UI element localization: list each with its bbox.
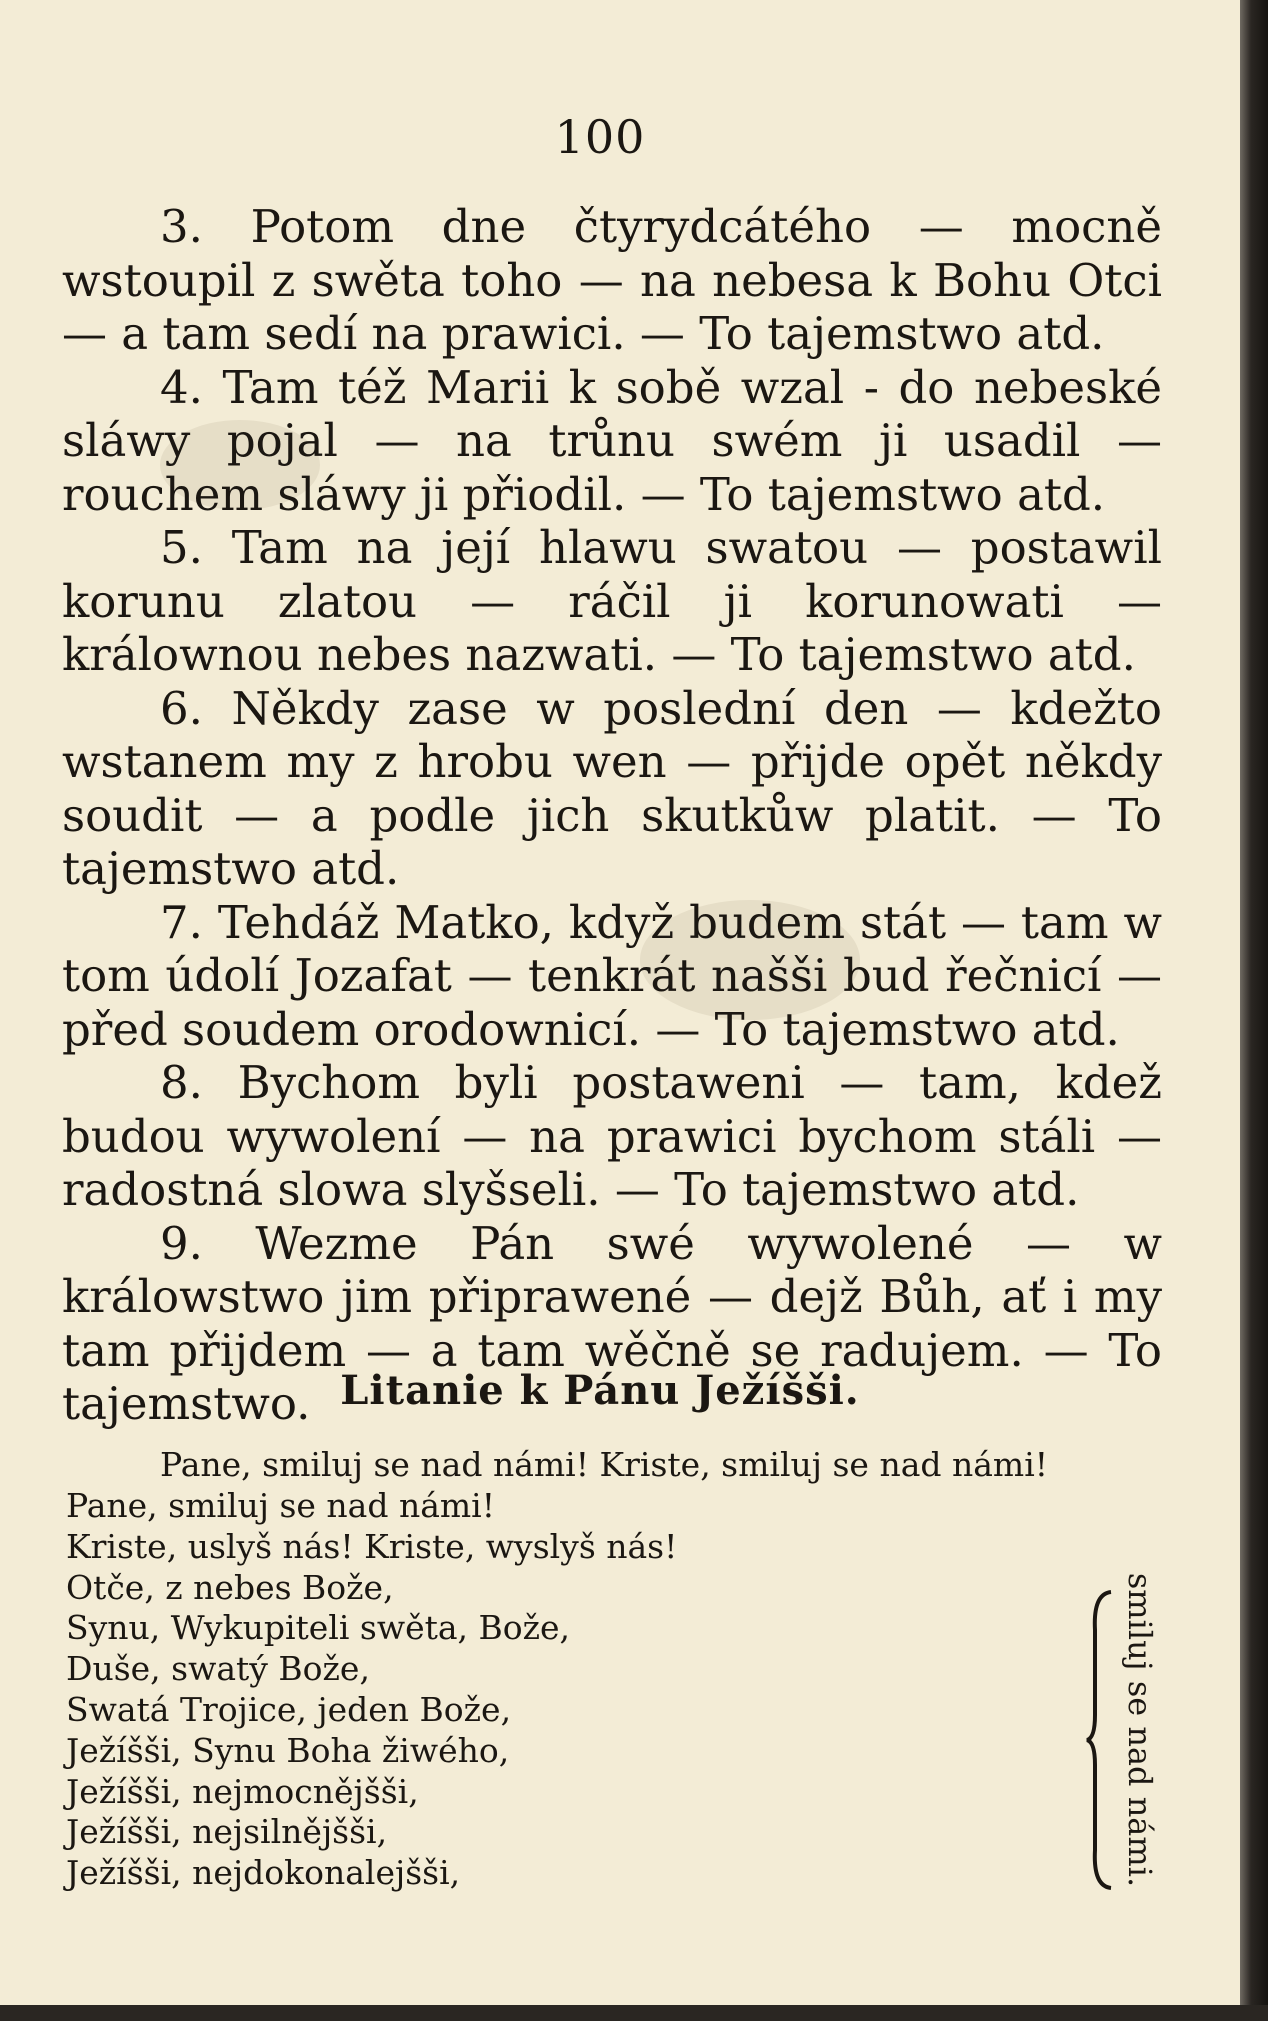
- litany-line: Ježíšši, Synu Boha žiwého,: [66, 1730, 510, 1770]
- verse-9: 9. Wezme Pán swé wywolené — w králowstwo jim připrawené — dejž Bůh, ať i my tam přijdem — a tam wěčně se radujem. — To tajemstwo.: [62, 1216, 1162, 1430]
- page-number: 100: [554, 110, 646, 164]
- verse-8: 8. Bychom byli postaweni — tam, kdež budou wywolení — na prawici bychom stáli — radostná slowa slyšseli. — To tajemstwo atd.: [62, 1056, 1162, 1216]
- litany-line: Ježíšši, nejdokonalejšši,: [66, 1853, 461, 1893]
- hymn-verses: [62, 200, 1162, 1431]
- verse-3: 3. Potom dne čtyrydcátého — mocně wstoupil z swěta toho — na nebesa k Bohu Otci — a tam sedí na prawici. — To tajemstwo atd.: [62, 200, 1162, 360]
- litany-line: Kriste, uslyš nás! Kriste, wyslyš nás!: [66, 1526, 678, 1566]
- litany-line: Ježíšši, nejsilnějšši,: [66, 1812, 388, 1852]
- litany-line: Otče, z nebes Bože,: [66, 1567, 394, 1607]
- litany-line: Duše, swatý Bože,: [66, 1649, 370, 1689]
- curly-brace-icon: [1085, 1590, 1115, 1890]
- verse-7: 7. Tehdáž Matko, když budem stát — tam w tom údolí Jozafat — tenkrát našši bud řečnicí — před soudem orodownicí. — To tajemstwo atd.: [62, 895, 1162, 1056]
- litany-response-text: smiluj se nad námi.: [1121, 1572, 1159, 1888]
- book-edge: [1240, 0, 1268, 2021]
- litany-heading: Litanie k Pánu Ježíšši.: [340, 1367, 860, 1414]
- litany-invocations: [66, 1486, 677, 1894]
- litany-line: Swatá Trojice, jeden Bože,: [66, 1689, 512, 1729]
- verse-5: 5. Tam na její hlawu swatou — postawil korunu zlatou — ráčil ji korunowati — králownou nebes nazwati. — To tajemstwo atd.: [62, 521, 1162, 681]
- verse-6: 6. Někdy zase w poslední den — kdežto wstanem my z hrobu wen — přijde opět někdy soudit — a podle jich skutkůw platit. — To tajemstwo atd.: [62, 681, 1162, 895]
- litany-line: Pane, smiluj se nad námi!: [66, 1486, 495, 1525]
- verse-4: 4. Tam též Marii k sobě wzal - do nebeské sláwy pojal — na trůnu swém ji usadil — rouchem sláwy ji přiodil. — To tajemstwo atd.: [62, 360, 1162, 521]
- litany-line: Ježíšši, nejmocnějšši,: [66, 1771, 419, 1811]
- litany-opening-line: Pane, smiluj se nad námi! Kriste, smiluj se nad námi!: [160, 1445, 1049, 1484]
- litany-line: Synu, Wykupiteli swěta, Bože,: [66, 1608, 571, 1648]
- book-edge-bottom: [0, 2005, 1268, 2021]
